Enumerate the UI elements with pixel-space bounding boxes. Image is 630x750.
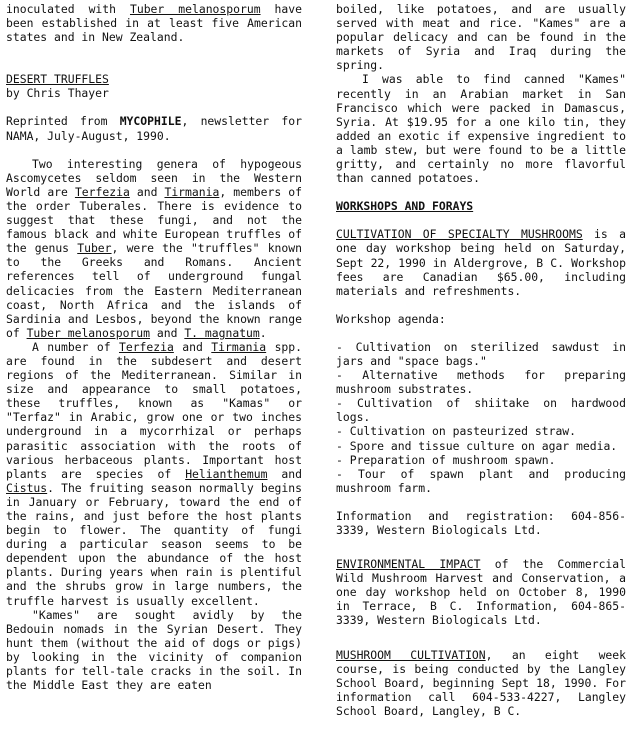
byline: by Chris Thayer: [6, 86, 109, 101]
right-column: [336, 2, 626, 750]
species-tuber-melanosporum: Tuber melanosporum: [129, 2, 261, 16]
workshop-mushroom-course: MUSHROOM CULTIVATION, an eight week course, is being conducted by the Langley School Board, beginning Sept 18, 1990. For information call 604-533-4227, Langley School Board, Langley, B C.: [336, 647, 626, 718]
canned-kames-paragraph: I was able to find canned "Kames" recently in an Arabian market in San Francisco which were packed in Damascus, Syria. At $19.95 for a one kilo tin, they added an exotic if expensive ingredient to a lamb stew, but were found to be a little gritty, and certainly no more flavorful than canned potatoes.: [336, 72, 626, 186]
workshop-title: MUSHROOM CULTIVATION: [336, 647, 486, 662]
agenda-label: Workshop agenda:: [336, 311, 446, 326]
continued-paragraph: boiled, like potatoes, and are usually served with meat and rice. "Kames" are a popular delicacy and can be found in the markets of Syria and Iraq during the spring.: [336, 2, 626, 73]
agenda-list: [336, 340, 626, 495]
agenda-item: - Cultivation of shiitake on hardwood logs.: [336, 396, 626, 425]
workshop-cultivation: CULTIVATION OF SPECIALTY MUSHROOMS is a one day workshop being held on Saturday, Sept 22, 1990 in Aldergrove, B C. Workshop fees are Canadian $65.00, including materials and refreshments.: [336, 227, 626, 298]
left-column: [6, 2, 302, 750]
workshop-environmental: ENVIRONMENTAL IMPACT of the Commercial Wild Mushroom Harvest and Conservation, a one day workshop held on October 8, 1990 in Terrace, B C. Information, 604-865-3339, Western Biologicals Ltd.: [336, 557, 626, 628]
article-paragraph-1: Two interesting genera of hypogeous Ascomycetes seldom seen in the Western World are Terfezia and Tirmania, members of the order Tuberales. There is evidence to suggest that these fungi, and not the famous black and white European truffles of the genus Tuber, were the "truffles" known to the Greeks and Romans. Ancient references tell of underground fungal delicacies from the Eastern Mediterranean coast, North Africa and the islands of Sardinia and Lesbos, beyond the known range of Tuber melanosporum and T. magnatum.: [6, 156, 302, 340]
section-title: WORKSHOPS AND FORAYS: [336, 199, 474, 214]
agenda-item: - Cultivation on pasteurized straw.: [336, 424, 577, 439]
reprint-note: Reprinted from MYCOPHILE, newsletter for NAMA, July-August, 1990.: [6, 114, 302, 143]
agenda-item: - Spore and tissue culture on agar media.: [336, 438, 618, 453]
agenda-item: - Cultivation on sterilized sawdust in jars and "space bags.": [336, 339, 626, 368]
intro-paragraph: inoculated with Tuber melanosporum have been established in at least five American states and in New Zealand.: [6, 2, 302, 45]
agenda-item: - Alternative methods for preparing mushroom substrates.: [336, 368, 626, 397]
article-paragraph-2: A number of Terfezia and Tirmania spp. are found in the subdesert and desert regions of the Mediterranean. Similar in size and appearance to small potatoes, these truffles, known as "Kamas" or "Terfaz" in Arabic, grow one or two inches underground in a mycorrhizal or perhaps parasitic association with the roots of various herbaceous plants. Important host plants are species of Helianthemum and Cistus. The fruiting season normally begins in January or February, toward the end of the rains, and just before the host plants begin to flower. The quantity of fungi during a particular season seems to be dependent upon the abundance of the host plants. During years when rain is plentiful and the shrubs grow in large numbers, the truffle harvest is usually excellent.: [6, 339, 302, 608]
workshop-title: CULTIVATION OF SPECIALTY MUSHROOMS: [336, 227, 583, 242]
source-title: MYCOPHILE: [119, 114, 182, 129]
agenda-item: - Tour of spawn plant and producing mushroom farm.: [336, 466, 626, 495]
article-paragraph-3: "Kames" are sought avidly by the Bedouin nomads in the Syrian Desert. They hunt them (without the aid of dogs or pigs) by looking in the vicinity of companion plants for tell-tale cracks in the soil. In the Middle East they are eaten: [6, 607, 302, 693]
agenda-item: - Preparation of mushroom spawn.: [336, 452, 556, 467]
article-title: DESERT TRUFFLES: [6, 72, 109, 87]
registration-info: Information and registration: 604-856-3339, Western Biologicals Ltd.: [336, 508, 626, 537]
workshop-title: ENVIRONMENTAL IMPACT: [336, 557, 481, 572]
